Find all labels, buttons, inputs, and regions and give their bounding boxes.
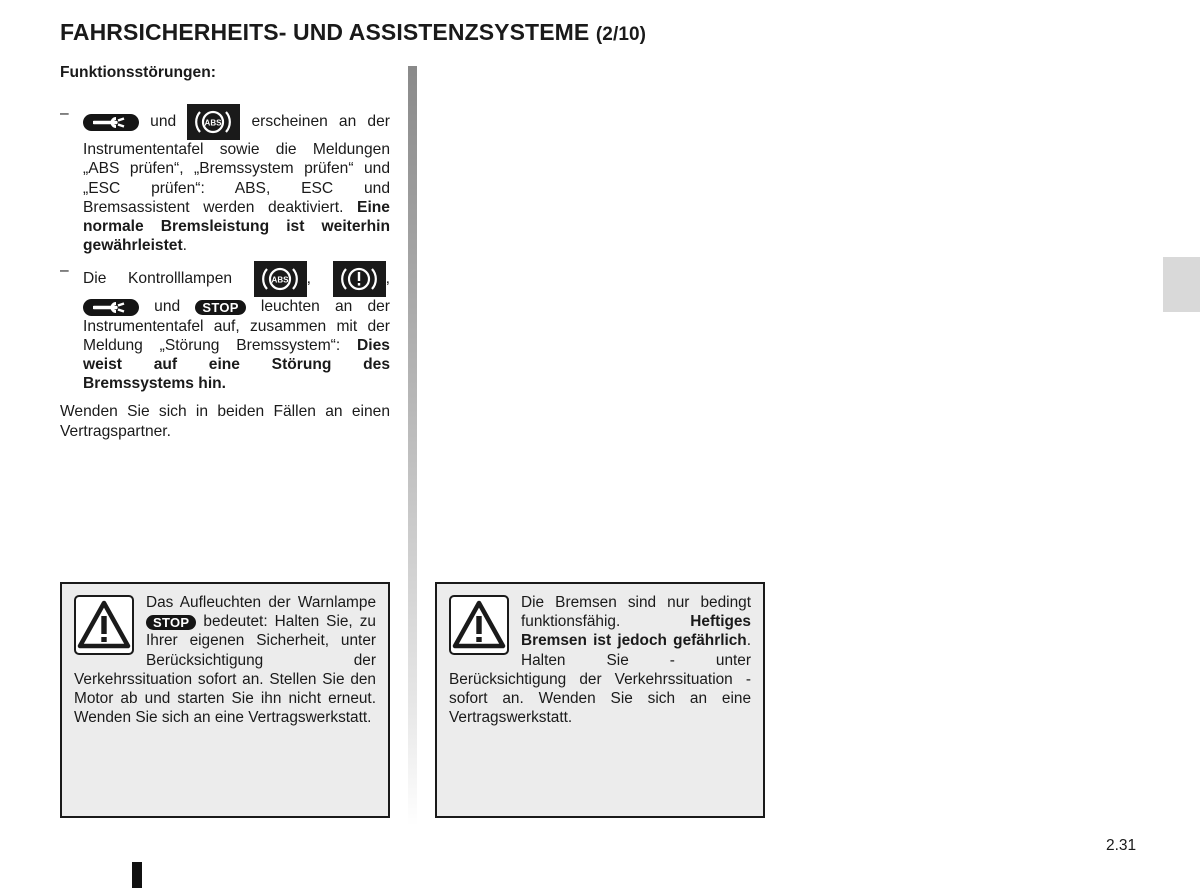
abs-warning-icon <box>254 261 307 297</box>
svg-text:ABS: ABS <box>271 275 289 285</box>
abs-warning-icon <box>187 104 240 140</box>
warning-text-bold: Heftiges Bremsen ist jedoch gefährlich <box>521 613 751 650</box>
page-title-text: FAHRSICHERHEITS- UND ASSISTENZSYSTEME <box>60 19 590 45</box>
item-text-bold: Eine normale Bremsleistung ist weiterhin gewährleistet <box>83 198 390 255</box>
item-text-end: . <box>182 237 188 255</box>
main-column <box>60 63 390 441</box>
list-item <box>60 261 390 393</box>
list-item <box>60 104 390 255</box>
closing-paragraph: Wenden Sie sich in beiden Fällen an einen Vertragspartner. <box>60 403 390 440</box>
item-text: erscheinen an der Instrumententafel sowie die Meldungen „ABS prüfen“, „Bremssystem prüfen“ und „ESC prüfen“: ABS, ESC und Bremsassistent werden deaktiviert. <box>83 113 390 216</box>
list-dash: – <box>60 105 69 123</box>
column-divider <box>408 66 417 826</box>
warning-text: bedeutet: Halten Sie, zu Ihrer eigenen Sicherheit, unter Berücksichtigung der Verkehrssituation sofort an. Stellen Sie den Motor ab und starten Sie ihn nicht erneut. Wenden Sie sich an eine Vertragswerkstatt. <box>74 613 376 727</box>
item-text: Die Kontrolllampen <box>83 270 233 288</box>
chapter-tab <box>1163 257 1200 312</box>
brake-warning-icon <box>333 261 386 297</box>
and-label: und <box>154 298 181 316</box>
stop-icon: STOP <box>146 615 196 630</box>
page-number: 2.31 <box>1106 837 1137 854</box>
stop-icon: STOP <box>195 300 245 315</box>
list-dash: – <box>60 262 69 280</box>
item-text-bold: Dies weist auf eine Störung des Bremssystems hin. <box>83 336 390 393</box>
warning-text: . Halten Sie - unter Berücksichtigung der Verkehrssituation - sofort an. Wenden Sie sich an eine Vertragswerkstatt. <box>449 632 751 727</box>
section-heading: Funktionsstörungen: <box>60 64 216 81</box>
wrench-warning-icon <box>83 299 139 316</box>
warning-text: Das Aufleuchten der Warnlampe <box>146 594 376 611</box>
item-text: leuchten an der Instrumententafel auf, zusammen mit der Meldung „Störung Bremssystem“: <box>83 298 390 354</box>
separator: , <box>306 270 312 288</box>
warning-box-left <box>60 582 390 818</box>
crop-mark <box>132 862 142 888</box>
page-counter: (2/10) <box>595 24 647 45</box>
and-label: und <box>150 113 177 131</box>
separator: , <box>385 270 390 288</box>
warning-text: Die Bremsen sind nur bedingt funktionsfähig. <box>521 594 751 631</box>
page-title <box>60 19 646 46</box>
svg-text:ABS: ABS <box>204 118 222 128</box>
wrench-warning-icon <box>83 114 139 131</box>
warning-box-right <box>435 582 765 818</box>
warning-triangle-icon <box>449 595 509 655</box>
warning-triangle-icon <box>74 595 134 655</box>
